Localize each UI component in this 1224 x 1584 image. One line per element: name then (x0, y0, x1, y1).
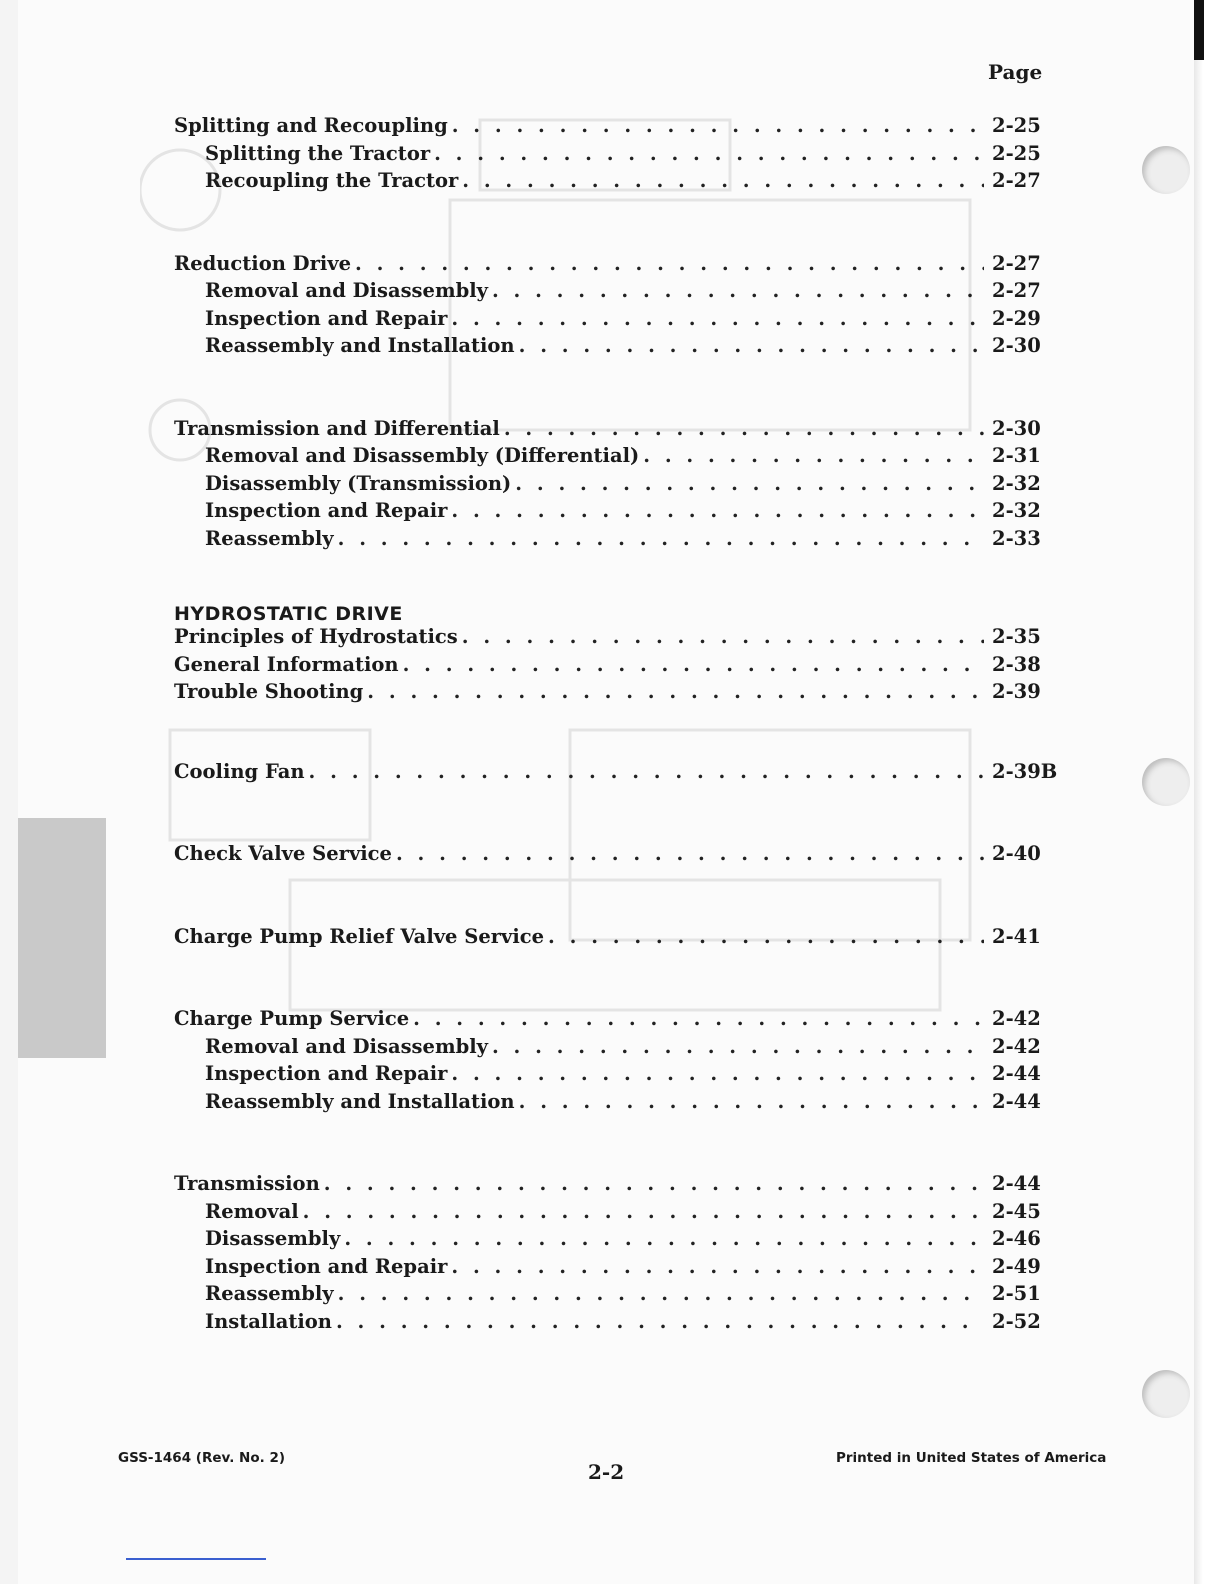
toc-entry-title: Reassembly and Installation (205, 1089, 515, 1113)
toc-entry-page: 2-52 (992, 1309, 1041, 1333)
toc-spacer (174, 952, 1040, 1007)
toc-entry-page: 2-38 (992, 652, 1041, 676)
toc-entry-page: 2-44 (992, 1062, 1041, 1086)
toc-subentry (174, 1255, 1040, 1283)
dot-leader (324, 1172, 984, 1195)
toc-entry-title: Charge Pump Relief Valve Service (174, 924, 545, 948)
toc-entry-page: 2-25 (992, 141, 1041, 165)
toc-entry (174, 625, 1040, 653)
toc-subentry (174, 527, 1040, 555)
toc-entry-page: 2-42 (992, 1034, 1041, 1058)
toc-entry-page: 2-42 (992, 1007, 1041, 1031)
toc-entry-title: Trouble Shooting (174, 680, 364, 703)
toc-entry-page: 2-27 (992, 251, 1041, 275)
toc-spacer (174, 362, 1040, 417)
toc-entry-title: Principles of Hydrostatics (174, 625, 458, 648)
toc-entry-page: 2-46 (992, 1227, 1041, 1251)
toc-entry-title: Transmission (174, 1172, 320, 1196)
punch-hole-bottom (1142, 1370, 1190, 1418)
toc-entry-page: 2-29 (992, 306, 1041, 330)
toc-subentry (174, 1282, 1040, 1310)
toc-entry-title: Recoupling the Tractor (205, 169, 459, 192)
toc-entry-title: Inspection and Repair (205, 1062, 448, 1086)
dot-leader (413, 1007, 984, 1030)
toc-entry-page: 2-41 (992, 924, 1041, 948)
toc-subentry (174, 279, 1040, 307)
toc-entry (174, 252, 1040, 280)
toc-subentry (174, 444, 1040, 472)
dot-leader (451, 1255, 984, 1278)
toc-subentry (174, 472, 1040, 500)
toc-subentry (174, 169, 1040, 197)
toc-entry-title: Disassembly (205, 1227, 341, 1251)
page-edge (1194, 0, 1224, 1584)
toc-entry-title: Reassembly (205, 1282, 334, 1306)
toc-entry-page: 2-27 (992, 279, 1041, 302)
dot-leader (462, 625, 984, 648)
punch-hole-top (1142, 146, 1190, 194)
toc-entry (174, 417, 1040, 445)
dot-leader (452, 114, 984, 137)
toc-entry (174, 1007, 1040, 1035)
dot-leader (492, 279, 984, 302)
dot-leader (338, 1282, 984, 1305)
toc-subentry (174, 1035, 1040, 1063)
printed-notice: Printed in United States of America (836, 1450, 1107, 1466)
toc-entry-title: Removal (205, 1199, 299, 1223)
toc-entry-title: Transmission and Differential (174, 416, 500, 440)
toc-entry-title: Installation (205, 1309, 332, 1333)
toc-entry-page: 2-44 (992, 1172, 1041, 1196)
toc-spacer (174, 708, 1040, 760)
dot-leader (451, 1062, 984, 1085)
toc-entry-page: 2-32 (992, 499, 1041, 522)
toc-entry-page: 2-35 (992, 625, 1041, 648)
toc-section-heading: HYDROSTATIC DRIVE (174, 603, 403, 625)
dot-leader (515, 472, 984, 495)
toc-entry-title: Splitting and Recoupling (174, 114, 448, 137)
toc-entry-title: Reduction Drive (174, 251, 352, 275)
toc-spacer (174, 554, 1040, 598)
toc-entry-page: 2-27 (992, 169, 1041, 192)
scan-edge-mark (1194, 0, 1204, 60)
toc-entry-title: Removal and Disassembly (Differential) (205, 444, 640, 467)
toc-subentry (174, 307, 1040, 335)
toc-entry-title: Inspection and Repair (205, 499, 448, 522)
toc-entry (174, 114, 1040, 142)
punch-hole-middle (1142, 758, 1190, 806)
dot-leader (309, 760, 984, 783)
dot-leader (492, 1035, 984, 1058)
toc-entry-title: Inspection and Repair (205, 306, 448, 330)
toc-entry (174, 925, 1040, 953)
dot-leader (344, 1227, 984, 1250)
toc-subentry (174, 1310, 1040, 1338)
toc-entry-page: 2-39B (992, 759, 1058, 783)
toc-entry-title: Check Valve Service (174, 842, 392, 866)
toc-entry-title: Disassembly (Transmission) (205, 471, 512, 495)
toc-spacer (174, 870, 1040, 925)
page-number: 2-2 (588, 1460, 625, 1484)
toc-entry-title: Reassembly (205, 526, 334, 550)
toc-spacer (174, 1117, 1040, 1172)
toc-subentry (174, 334, 1040, 362)
toc-entry-title: Removal and Disassembly (205, 1034, 488, 1058)
scan-artifact-line (126, 1558, 266, 1560)
dot-leader (396, 842, 984, 865)
dot-leader (403, 653, 984, 676)
toc-entry (174, 842, 1040, 870)
dot-leader (367, 680, 984, 703)
toc-entry-title: Charge Pump Service (174, 1007, 410, 1031)
dot-leader (451, 499, 984, 522)
toc-entry-page: 2-31 (992, 444, 1041, 467)
toc-entry-title: General Information (174, 652, 399, 676)
page-column-label: Page (988, 60, 1043, 84)
toc-entry-title: Cooling Fan (174, 759, 305, 783)
toc-entry-page: 2-25 (992, 114, 1041, 137)
toc-entry-page: 2-30 (992, 416, 1041, 440)
toc-entry-page: 2-44 (992, 1089, 1041, 1113)
toc-entry-page: 2-51 (992, 1282, 1041, 1306)
toc-entry-page: 2-32 (992, 471, 1041, 495)
dot-leader (504, 417, 984, 440)
dot-leader (643, 444, 984, 467)
table-of-contents (174, 114, 1058, 1337)
section-tab (18, 818, 106, 1058)
dot-leader (355, 252, 984, 275)
dot-leader (548, 925, 984, 948)
dot-leader (336, 1310, 984, 1333)
toc-entry-title: Removal and Disassembly (205, 279, 488, 302)
toc-entry (174, 759, 1058, 788)
toc-entry-page: 2-40 (992, 842, 1041, 866)
dot-leader (519, 334, 984, 357)
toc-entry (174, 680, 1040, 708)
toc-spacer (174, 197, 1040, 252)
toc-spacer (174, 787, 1040, 842)
toc-subentry (174, 499, 1040, 527)
toc-entry-page: 2-45 (992, 1199, 1041, 1223)
toc-entry-page: 2-30 (992, 334, 1041, 357)
toc-entry (174, 653, 1040, 681)
dot-leader (434, 142, 984, 165)
toc-entry-title: Inspection and Repair (205, 1254, 448, 1278)
dot-leader (338, 527, 984, 550)
toc-entry-page: 2-39 (992, 680, 1041, 703)
toc-subentry (174, 1090, 1040, 1118)
toc-subentry (174, 1227, 1040, 1255)
dot-leader (519, 1090, 984, 1113)
dot-leader (303, 1200, 984, 1223)
toc-subentry (174, 1062, 1040, 1090)
dot-leader (462, 169, 984, 192)
toc-subentry (174, 142, 1040, 170)
document-id: GSS-1464 (Rev. No. 2) (118, 1450, 286, 1466)
toc-entry-title: Splitting the Tractor (205, 141, 431, 165)
toc-entry (174, 1172, 1040, 1200)
toc-entry-page: 2-33 (992, 526, 1041, 550)
toc-entry-page: 2-49 (992, 1254, 1041, 1278)
toc-entry-title: Reassembly and Installation (205, 334, 515, 357)
toc-subentry (174, 1200, 1040, 1228)
dot-leader (451, 307, 984, 330)
